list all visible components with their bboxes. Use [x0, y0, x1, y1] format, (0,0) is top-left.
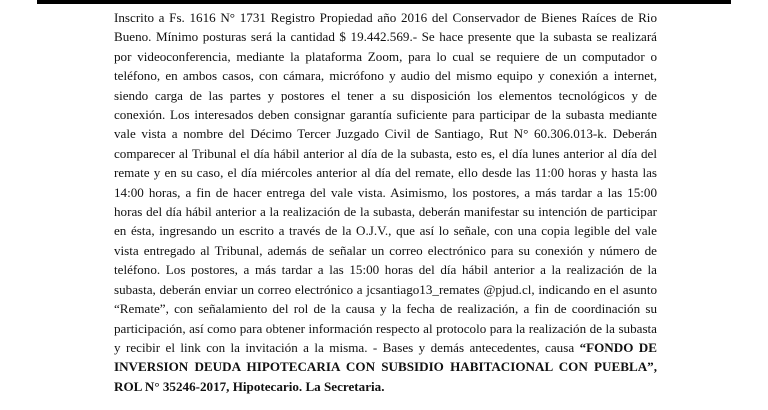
auction-notice-paragraph	[114, 8, 657, 396]
notice-body-text: Inscrito a Fs. 1616 N° 1731 Registro Propiedad año 2016 del Conservador de Bienes Raíces de Rio Bueno. Mínimo posturas será la cantidad $ 19.442.569.- Se hace presente que la subasta se realizará por videoconferencia, mediante la plataforma Zoom, para lo cual se requiere de un computador o teléfono, en ambos casos, con cámara, micrófono y audio del mismo equipo y conexión a internet, siendo carga de las partes y postores el tener a su disposición los elementos tecnológicos y de conexión. Los interesados deben consignar garantía suficiente para participar de la subasta mediante vale vista a nombre del Décimo Tercer Juzgado Civil de Santiago, Rut N° 60.306.013-k. Deberán comparecer al Tribunal el día hábil anterior al día de la subasta, esto es, el día lunes anterior al día del remate y en su caso, el día miércoles anterior al día del remate, ello desde las 11:00 horas y hasta las 14:00 horas, a fin de hacer entrega del vale vista. Asimismo, los postores, a más tardar a las 15:00 horas del día hábil anterior a la realización de la subasta, deberán manifestar su intención de participar en ésta, ingresando un escrito a través de la O.J.V., que así lo señale, con una copia legible del vale vista entregado al Tribunal, además de señalar un correo electrónico para su conexión y número de teléfono. Los postores, a más tardar a las 15:00 horas del día hábil anterior a la realización de la subasta, deberán enviar un correo electrónico a jcsantiago13_remates @pjud.cl, indicando en el asunto “Remate”, con señalamiento del rol de la causa y la fecha de realización, a fin de coordinación su participación, así como para obtener información respecto al protocolo para la realización de la subasta y recibir el link con la invitación a la misma. - Bases y demás antecedentes, causa	[114, 10, 657, 355]
top-border-rule	[37, 0, 731, 4]
case-caption-text: “FONDO DE INVERSION DEUDA HIPOTECARIA CON SUBSIDIO HABITACIONAL CON PUEBLA”, ROL N° 35246-2017, Hipotecario. La Secretaria.	[114, 339, 657, 394]
